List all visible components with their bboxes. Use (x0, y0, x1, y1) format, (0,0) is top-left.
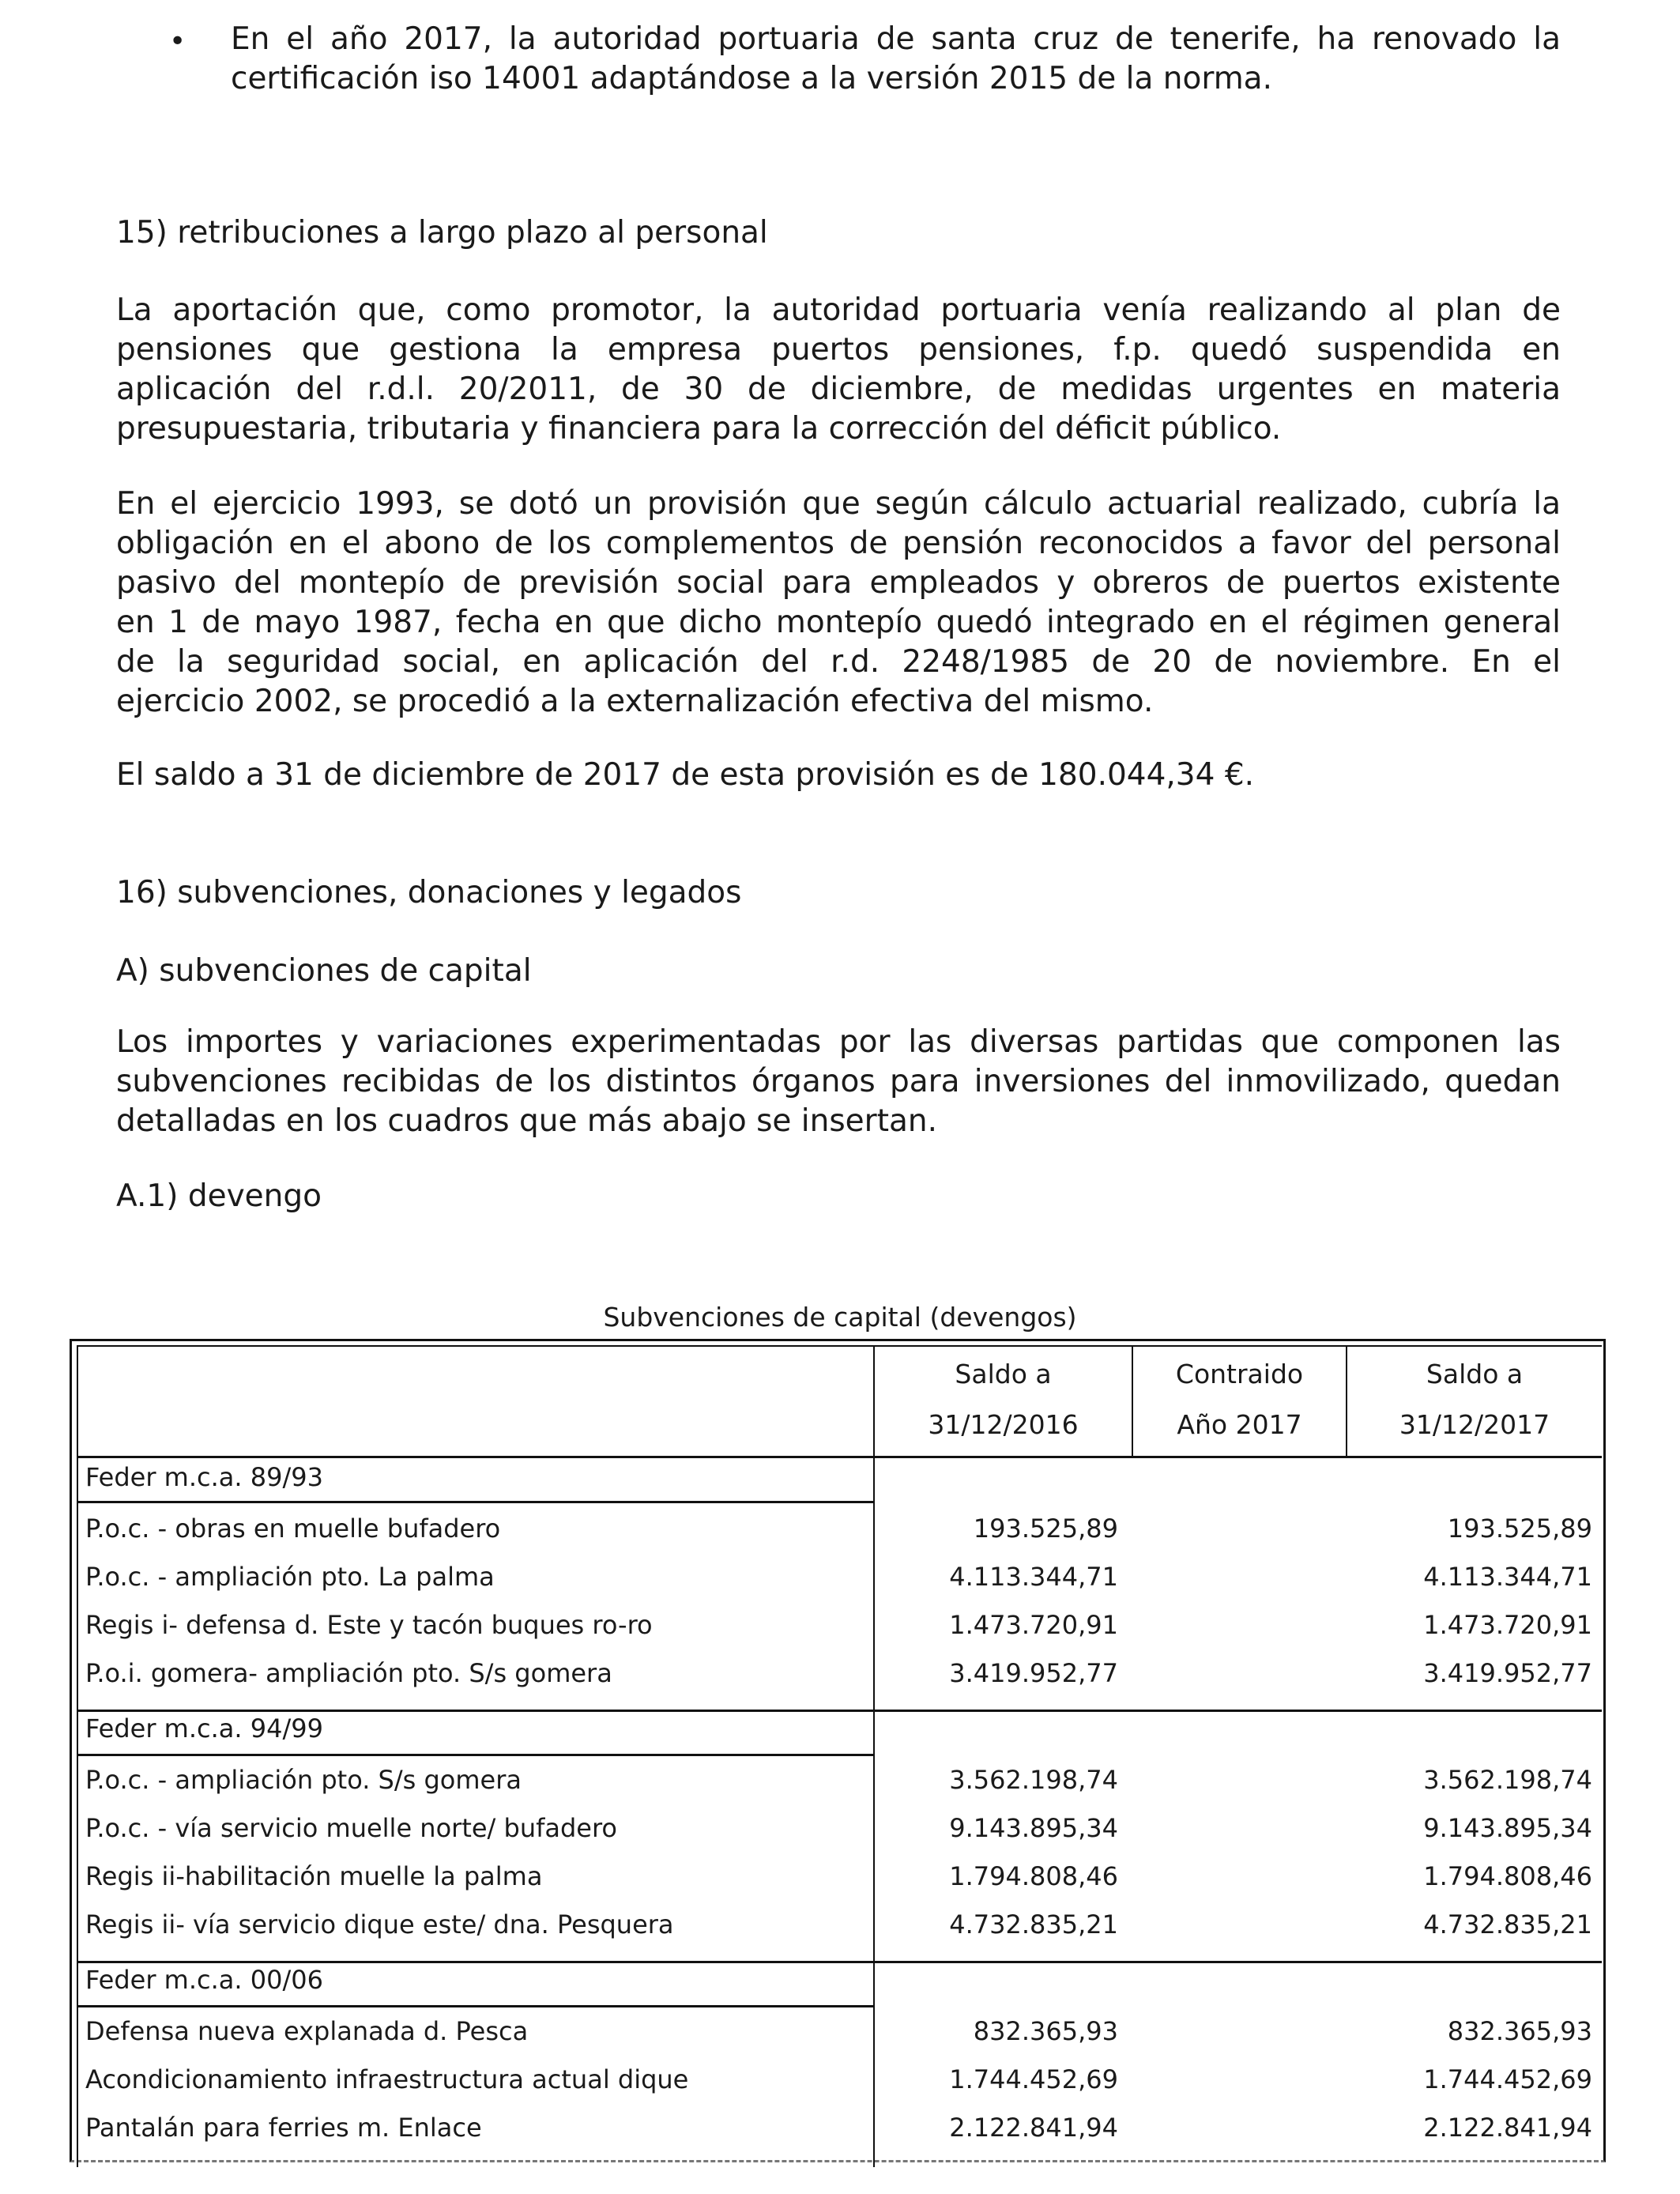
section-15-paragraph-1 (116, 291, 1561, 449)
table-group-divider (77, 2005, 874, 2007)
text-line: pensiones que gestiona la empresa puertos pensiones, f.p. quedó suspendida en (116, 332, 1561, 368)
saldo-2016-value: 3.562.198,74 (949, 1765, 1118, 1795)
saldo-2017-value: 4.732.835,21 (1423, 1909, 1592, 1940)
section-16-subheading: A) subvenciones de capital (116, 953, 532, 989)
row-label: P.o.c. - vía servicio muelle norte/ bufadero (85, 1813, 617, 1843)
text-line: Los importes y variaciones experimentadas por las diversas partidas que componen las (116, 1024, 1561, 1060)
saldo-2016-value: 4.732.835,21 (949, 1909, 1118, 1940)
row-label: P.o.c. - obras en muelle bufadero (85, 1514, 501, 1544)
text-line: pasivo del montepío de previsión social para empleados y obreros de puertos existente (116, 565, 1561, 601)
section-15-paragraph-2 (116, 484, 1561, 722)
row-label: Acondicionamiento infraestructura actual dique (85, 2064, 689, 2094)
text-line: presupuestaria, tributaria y financiera para la corrección del déficit público. (116, 411, 1282, 447)
saldo-2017-value: 4.113.344,71 (1423, 1562, 1592, 1592)
text-line: La aportación que, como promotor, la autoridad portuaria venía realizando al plan de (116, 292, 1561, 328)
row-label: Defensa nueva explanada d. Pesca (85, 2016, 529, 2046)
text-line: obligación en el abono de los complementos de pensión reconocidos a favor del personal (116, 526, 1561, 561)
row-label: P.o.c. - ampliación pto. S/s gomera (85, 1765, 522, 1795)
table-group-divider (77, 1754, 874, 1756)
section-15-heading: 15) retribuciones a largo plazo al personal (116, 215, 768, 251)
bullet-line-1: En el año 2017, la autoridad portuaria de santa cruz de tenerife, ha renovado la (231, 21, 1561, 57)
table-group-divider (77, 1501, 874, 1503)
text-line: subvenciones recibidas de los distintos órganos para inversiones del inmovilizado, quedan (116, 1064, 1561, 1099)
header-line: Saldo a (1426, 1359, 1524, 1389)
text-line: en 1 de mayo 1987, fecha en que dicho montepío quedó integrado en el régimen general (116, 605, 1561, 640)
group-title: Feder m.c.a. 94/99 (85, 1713, 323, 1744)
header-line: Año 2017 (1177, 1409, 1302, 1440)
bullet-paragraph (231, 20, 1561, 99)
header-saldo-2017 (1347, 1349, 1602, 1450)
group-title: Feder m.c.a. 89/93 (85, 1462, 323, 1492)
saldo-2016-value: 1.794.808,46 (949, 1861, 1118, 1891)
header-line: 31/12/2017 (1399, 1409, 1550, 1440)
row-label: Regis i- defensa d. Este y tacón buques ro-ro (85, 1610, 653, 1640)
table-caption: Subvenciones de capital (devengos) (603, 1302, 1077, 1333)
saldo-2017-value: 3.562.198,74 (1423, 1765, 1592, 1795)
row-label: Regis ii-habilitación muelle la palma (85, 1861, 543, 1891)
saldo-2017-value: 9.143.895,34 (1423, 1813, 1592, 1843)
header-contraido-2017 (1133, 1349, 1346, 1450)
section-16-paragraph (116, 1023, 1561, 1141)
text-line: detalladas en los cuadros que más abajo se insertan. (116, 1103, 938, 1139)
saldo-2017-value: 2.122.841,94 (1423, 2113, 1592, 2143)
saldo-2016-value: 1.473.720,91 (949, 1610, 1118, 1640)
text-line: aplicación del r.d.l. 20/2011, de 30 de diciembre, de medidas urgentes en materia (116, 371, 1561, 407)
header-line: 31/12/2016 (928, 1409, 1079, 1440)
saldo-2017-value: 193.525,89 (1447, 1514, 1592, 1544)
bullet-point: • (169, 25, 186, 58)
saldo-2017-value: 1.794.808,46 (1423, 1861, 1592, 1891)
saldo-2016-value: 3.419.952,77 (949, 1658, 1118, 1688)
row-label: Regis ii- vía servicio dique este/ dna. Pesquera (85, 1909, 674, 1940)
row-label: P.o.c. - ampliación pto. La palma (85, 1562, 495, 1592)
text-line: En el ejercicio 1993, se dotó un provisión que según cálculo actuarial realizado, cubría la (116, 486, 1561, 522)
text-line: ejercicio 2002, se procedió a la externalización efectiva del mismo. (116, 684, 1154, 719)
saldo-2017-value: 1.473.720,91 (1423, 1610, 1592, 1640)
saldo-2016-value: 193.525,89 (973, 1514, 1118, 1544)
saldo-2017-value: 3.419.952,77 (1423, 1658, 1592, 1688)
saldo-2016-value: 2.122.841,94 (949, 2113, 1118, 2143)
row-label: Pantalán para ferries m. Enlace (85, 2113, 482, 2143)
saldo-2017-value: 832.365,93 (1447, 2016, 1592, 2046)
group-title: Feder m.c.a. 00/06 (85, 1965, 323, 1995)
header-line: Saldo a (955, 1359, 1052, 1389)
section-16-heading: 16) subvenciones, donaciones y legados (116, 875, 742, 910)
section-15-paragraph-3: El saldo a 31 de diciembre de 2017 de esta provisión es de 180.044,34 €. (116, 757, 1255, 793)
header-line: Contraido (1175, 1359, 1304, 1389)
section-16-subsubheading: A.1) devengo (116, 1178, 322, 1214)
row-label: P.o.i. gomera- ampliación pto. S/s gomera (85, 1658, 612, 1688)
saldo-2016-value: 9.143.895,34 (949, 1813, 1118, 1843)
text-line: de la seguridad social, en aplicación del r.d. 2248/1985 de 20 de noviembre. En el (116, 644, 1561, 680)
saldo-2016-value: 4.113.344,71 (949, 1562, 1118, 1592)
header-saldo-2016 (875, 1349, 1132, 1450)
bullet-line-2: certificación iso 14001 adaptándose a la versión 2015 de la norma. (231, 61, 1272, 96)
saldo-2016-value: 1.744.452,69 (949, 2064, 1118, 2094)
saldo-2016-value: 832.365,93 (973, 2016, 1118, 2046)
saldo-2017-value: 1.744.452,69 (1423, 2064, 1592, 2094)
